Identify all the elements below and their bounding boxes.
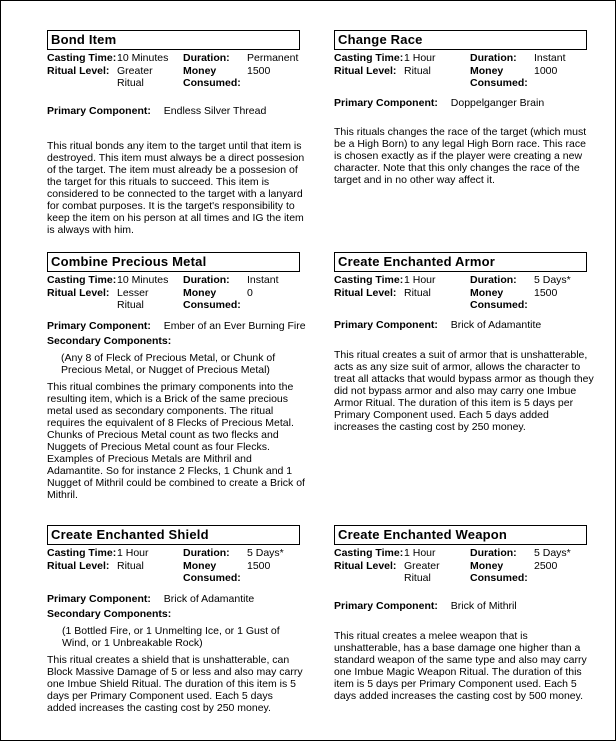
casting-time-value: 1 Hour bbox=[404, 52, 436, 64]
duration-value: Instant bbox=[247, 274, 279, 286]
ritual-level-value: Lesser Ritual bbox=[117, 287, 149, 311]
primary-component-label: Primary Component: bbox=[47, 105, 151, 117]
ritual-level-label: Ritual Level: bbox=[334, 560, 397, 572]
money-value: 1500 bbox=[247, 65, 271, 77]
secondary-components-label: Secondary Components: bbox=[47, 608, 172, 620]
primary-component-value: Ember of an Ever Burning Fire bbox=[163, 320, 306, 332]
money-label: Money Consumed: bbox=[470, 560, 528, 584]
casting-time-label: Casting Time: bbox=[47, 52, 117, 64]
ritual-stats bbox=[334, 52, 587, 89]
duration-value: 5 Days* bbox=[534, 547, 571, 559]
primary-component-value: Brick of Adamantite bbox=[450, 319, 542, 331]
casting-time-value: 1 Hour bbox=[117, 547, 149, 559]
duration-label: Duration: bbox=[183, 547, 230, 559]
secondary-components-label: Secondary Components: bbox=[47, 335, 172, 347]
primary-component-label: Primary Component: bbox=[47, 593, 151, 605]
duration-value: Instant bbox=[534, 52, 566, 64]
casting-time-value: 10 Minutes bbox=[117, 52, 169, 64]
primary-component bbox=[47, 105, 300, 117]
ritual-stats bbox=[334, 547, 587, 584]
ritual-title: Create Enchanted Weapon bbox=[334, 525, 587, 545]
primary-component bbox=[47, 593, 300, 605]
ritual-title: Create Enchanted Armor bbox=[334, 252, 587, 272]
money-label: Money Consumed: bbox=[470, 287, 528, 311]
primary-component-label: Primary Component: bbox=[334, 319, 438, 331]
duration-label: Duration: bbox=[183, 274, 230, 286]
primary-component bbox=[47, 320, 306, 332]
primary-component-value: Brick of Adamantite bbox=[163, 593, 255, 605]
primary-component-value: Doppelganger Brain bbox=[450, 97, 545, 109]
ritual-title: Bond Item bbox=[47, 30, 300, 50]
ritual-title: Change Race bbox=[334, 30, 587, 50]
ritual-level-label: Ritual Level: bbox=[47, 65, 110, 77]
ritual-card-change-race bbox=[334, 30, 587, 186]
duration-value: 5 Days* bbox=[247, 547, 284, 559]
ritual-level-label: Ritual Level: bbox=[47, 560, 110, 572]
ritual-title: Create Enchanted Shield bbox=[47, 525, 300, 545]
ritual-level-value: Greater Ritual bbox=[117, 65, 153, 89]
secondary-components-value: (Any 8 of Fleck of Precious Metal, or Chunk of Precious Metal, or Nugget of Precious Metal) bbox=[61, 352, 276, 376]
primary-component bbox=[334, 97, 587, 109]
casting-time-value: 10 Minutes bbox=[117, 274, 169, 286]
ritual-description: This ritual bonds any item to the target until that item is destroyed. This item must always be a direct possesion of the target. The item must already be a possesion of the target for this rituals to succeed. This item is considered to be connected to the target with a lanyard for combat purposes. It is the target's responsibility to keep the item on his person at all times and IG the item is always with him. bbox=[47, 140, 305, 236]
ritual-card-bond-item bbox=[47, 30, 305, 236]
casting-time-label: Casting Time: bbox=[334, 547, 404, 559]
money-value: 1500 bbox=[247, 560, 271, 572]
duration-label: Duration: bbox=[470, 547, 517, 559]
ritual-stats bbox=[47, 274, 300, 311]
ritual-level-label: Ritual Level: bbox=[47, 287, 110, 299]
ritual-stats bbox=[47, 52, 300, 89]
ritual-description: This ritual creates a suit of armor that is unshatterable, acts as any size suit of armor, allows the character to treat all attacks that would bypass armor as though they did not bypass armor and also may carry one Imbue Armor Ritual. The duration of this item is 5 days per Primary Component used. Each 5 days added increases the casting cost by 250 money. bbox=[334, 349, 594, 433]
money-value: 2500 bbox=[534, 560, 558, 572]
secondary-components-value: (1 Bottled Fire, or 1 Unmelting Ice, or 1 Gust of Wind, or 1 Unbreakable Rock) bbox=[62, 625, 280, 649]
ritual-description: This ritual creates a melee weapon that is unshatterable, has a base damage one higher than a standard weapon of the same type and also may carry one Imbue Magic Weapon Ritual. The duration of this item is 5 days per Primary Component used. Each 5 days added increases the casting cost by 500 money. bbox=[334, 630, 587, 702]
primary-component-label: Primary Component: bbox=[334, 600, 438, 612]
ritual-card-combine-precious-metal bbox=[47, 252, 306, 501]
casting-time-label: Casting Time: bbox=[47, 274, 117, 286]
ritual-card-create-enchanted-weapon bbox=[334, 525, 587, 702]
money-value: 1000 bbox=[534, 65, 558, 77]
ritual-level-label: Ritual Level: bbox=[334, 287, 397, 299]
ritual-stats bbox=[47, 547, 300, 584]
primary-component bbox=[334, 600, 587, 612]
money-label: Money Consumed: bbox=[183, 287, 241, 311]
money-label: Money Consumed: bbox=[183, 560, 241, 584]
primary-component-label: Primary Component: bbox=[334, 97, 438, 109]
casting-time-label: Casting Time: bbox=[47, 547, 117, 559]
casting-time-label: Casting Time: bbox=[334, 52, 404, 64]
money-value: 1500 bbox=[534, 287, 558, 299]
primary-component-value: Brick of Mithril bbox=[450, 600, 517, 612]
ritual-description: This ritual combines the primary components into the resulting item, which is a Brick of the same precious metal used as secondary components. The ritual requires the equivalent of 8 Flecks of Precious Metal. Chunks of Precious Metal count as two flecks and Nuggets of Precious Metal count as four Flecks. Examples of Precious Metals are Mithril and Adamantite. So for instance 2 Flecks, 1 Chunk and 1 Nugget of Mithril could be combined to create a Brick of Mithril. bbox=[47, 381, 305, 501]
money-label: Money Consumed: bbox=[183, 65, 241, 89]
duration-label: Duration: bbox=[470, 52, 517, 64]
duration-label: Duration: bbox=[183, 52, 230, 64]
casting-time-value: 1 Hour bbox=[404, 274, 436, 286]
primary-component-label: Primary Component: bbox=[47, 320, 151, 332]
ritual-level-label: Ritual Level: bbox=[334, 65, 397, 77]
casting-time-label: Casting Time: bbox=[334, 274, 404, 286]
ritual-description: This ritual creates a shield that is unshatterable, can Block Massive Damage of 5 or less and also may carry one Imbue Shield Ritual. The duration of this item is 5 days per Primary Component used. Each 5 days added increases the casting cost by 250 money. bbox=[47, 654, 303, 714]
money-value: 0 bbox=[247, 287, 253, 299]
ritual-level-value: Greater Ritual bbox=[404, 560, 440, 584]
primary-component-value: Endless Silver Thread bbox=[163, 105, 267, 117]
ritual-level-value: Ritual bbox=[404, 287, 431, 299]
ritual-card-create-enchanted-armor bbox=[334, 252, 594, 433]
money-label: Money Consumed: bbox=[470, 65, 528, 89]
ritual-description: This rituals changes the race of the target (which must be a High Born) to any legal High Born race. This race is chosen exactly as if the player were creating a new character. Note that this only changes the race of the target and in no other way affect it. bbox=[334, 126, 587, 186]
ritual-level-value: Ritual bbox=[404, 65, 431, 77]
duration-label: Duration: bbox=[470, 274, 517, 286]
duration-value: 5 Days* bbox=[534, 274, 571, 286]
ritual-title: Combine Precious Metal bbox=[47, 252, 300, 272]
ritual-level-value: Ritual bbox=[117, 560, 144, 572]
duration-value: Permanent bbox=[247, 52, 299, 64]
casting-time-value: 1 Hour bbox=[404, 547, 436, 559]
primary-component bbox=[334, 319, 587, 331]
ritual-card-create-enchanted-shield bbox=[47, 525, 303, 714]
ritual-stats bbox=[334, 274, 587, 311]
